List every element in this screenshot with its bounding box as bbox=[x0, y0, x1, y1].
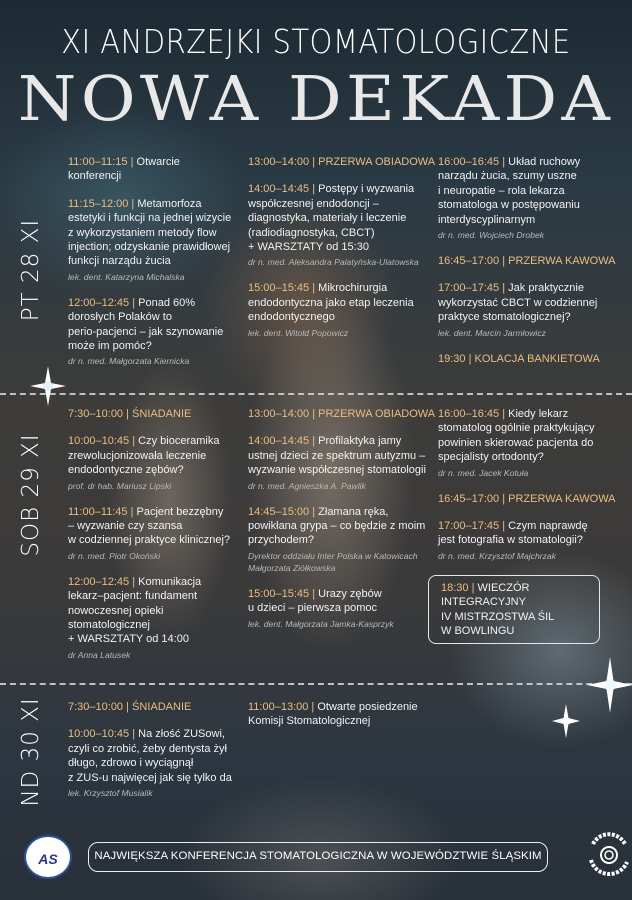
item-time: 11:15–12:00 bbox=[68, 197, 129, 210]
separator: | bbox=[309, 408, 319, 420]
separator: | bbox=[309, 587, 319, 600]
item-time: 11:00–13:00 bbox=[248, 701, 309, 713]
schedule-item bbox=[248, 700, 438, 729]
schedule-item bbox=[68, 575, 258, 661]
schedule-column bbox=[438, 155, 628, 379]
schedule-column bbox=[248, 155, 438, 352]
item-title: Mikrochirurgia endodontyczna jako etap leczenia endodontycznego bbox=[248, 282, 414, 324]
schedule-item bbox=[68, 505, 258, 562]
item-time: 7:30–10:00 bbox=[68, 408, 124, 420]
separator: | bbox=[465, 352, 475, 365]
separator: | bbox=[308, 701, 318, 713]
item-title: Otwarte posiedzenie Komisji Stomatologicznej bbox=[248, 701, 418, 728]
separator: | bbox=[128, 197, 138, 210]
separator: | bbox=[499, 282, 509, 295]
day-label: PT 28 XI bbox=[18, 218, 44, 322]
schedule-column bbox=[68, 155, 258, 380]
item-time: 13:00–14:00 bbox=[248, 408, 310, 420]
separator: | bbox=[499, 492, 509, 505]
schedule-break bbox=[438, 254, 628, 268]
item-time: 16:00–16:45 bbox=[438, 156, 500, 168]
separator: | bbox=[309, 505, 319, 518]
item-title: Postępy i wyzwania współczesnej endodoncji – diagnostyka, materiały i leczenie (radiodiagnostyka, CBCT) + WARSZTATY od 15:30 bbox=[248, 183, 415, 254]
andrzejki-stomatologiczne-logo bbox=[24, 835, 72, 879]
item-title: Jak praktycznie wykorzystać CBCT w codziennej praktyce stomatologicznej? bbox=[438, 282, 598, 324]
item-title: Ponad 60% dorosłych Polaków to perio-pacjenci – jak szynowanie może im pomóc? bbox=[68, 296, 224, 353]
item-title: ŚNIADANIE bbox=[132, 408, 192, 420]
schedule-column bbox=[68, 407, 258, 674]
separator: | bbox=[468, 581, 478, 594]
item-title: Kiedy lekarz stomatolog ogólnie praktykujący powinien skierować pacjenta do specjalisty ortodonty? bbox=[438, 408, 595, 464]
separator: | bbox=[309, 282, 319, 295]
item-speaker: dr n. med. Wojciech Drobek bbox=[438, 230, 545, 241]
item-title: ŚNIADANIE bbox=[132, 701, 192, 713]
schedule-break bbox=[248, 407, 438, 421]
item-title: Czy bioceramika zrewolucjonizowała leczenie endodontyczne zębów? bbox=[68, 435, 220, 477]
event-subtitle: NOWA DEKADA bbox=[17, 62, 615, 135]
item-speaker: dr n. med. Małgorzata Kiernicka bbox=[68, 356, 190, 367]
separator: | bbox=[309, 183, 319, 196]
schedule-column bbox=[68, 700, 258, 812]
separator: | bbox=[129, 728, 139, 741]
item-speaker: dr n. med. Aleksandra Palatyńska-Ulatowska bbox=[248, 257, 419, 268]
item-time: 12:00–12:45 bbox=[68, 296, 130, 309]
item-time: 11:00–11:15 bbox=[68, 156, 128, 168]
item-time: 14:00–14:45 bbox=[248, 183, 310, 196]
event-title: XI ANDRZEJKI STOMATOLOGICZNE bbox=[61, 22, 571, 61]
schedule-column bbox=[438, 407, 628, 657]
schedule-break bbox=[68, 407, 258, 421]
item-speaker: dr n. med. Agnieszka A. Pawlik bbox=[248, 480, 366, 491]
item-time: 12:00–12:45 bbox=[68, 575, 130, 588]
item-title: Komunikacja lekarz–pacjent: fundament nowoczesnej opieki stomatologicznej + WARSZTATY od 14:00 bbox=[68, 575, 202, 646]
item-time: 16:45–17:00 bbox=[438, 255, 500, 268]
schedule-item bbox=[248, 182, 438, 268]
schedule-item bbox=[68, 727, 258, 799]
day-label: ND 30 XI bbox=[18, 697, 44, 807]
item-time: 10:00–10:45 bbox=[68, 728, 130, 741]
item-speaker: Dyrektor oddziału Inter Polska w Katowicach Małgorzata Ziółkowska bbox=[248, 550, 418, 573]
separator: | bbox=[127, 156, 137, 168]
item-speaker: lek. dent. Marcin Jarmłowicz bbox=[438, 327, 546, 338]
item-speaker: lek. dent. Małgorzata Jamka-Kasprzyk bbox=[248, 618, 394, 629]
item-title: Na złość ZUSowi, czyli co zrobić, żeby dentysta żył długo, zdrowo i wyciągnął z ZUS-u najwięcej jak się tylko da bbox=[68, 728, 232, 784]
item-time: 16:00–16:45 bbox=[438, 408, 500, 420]
item-time: 18:30 bbox=[441, 581, 469, 594]
schedule-item bbox=[68, 434, 258, 491]
item-speaker: dr n. med. Piotr Okoński bbox=[68, 550, 161, 561]
item-title: Urazy zębów u dzieci – pierwsza pomoc bbox=[248, 587, 382, 615]
item-speaker: lek. dent. Katarzyna Michalska bbox=[68, 271, 185, 282]
schedule-item bbox=[428, 575, 600, 645]
day-divider bbox=[0, 683, 632, 685]
separator: | bbox=[499, 156, 509, 168]
schedule-item bbox=[438, 519, 628, 562]
item-title: PRZERWA OBIADOWA bbox=[318, 408, 436, 420]
schedule-item bbox=[68, 197, 258, 283]
sparkle-icon bbox=[585, 655, 632, 715]
item-title: WIECZÓR INTEGRACYJNY IV MISTRZOSTWA ŚIL W BOWLINGU bbox=[441, 581, 555, 638]
separator: | bbox=[499, 255, 509, 268]
schedule-break bbox=[248, 155, 438, 169]
separator: | bbox=[127, 505, 137, 518]
schedule-item bbox=[248, 281, 438, 338]
separator: | bbox=[123, 408, 133, 420]
separator: | bbox=[129, 575, 139, 588]
item-title: Czym naprawdę jest fotografia w stomatologii? bbox=[438, 520, 588, 547]
item-title: Pacjent bezzębny – wyzwanie czy szansa w codziennej praktyce klinicznej? bbox=[68, 505, 231, 547]
logo-as-text: AS bbox=[38, 851, 58, 867]
item-title: Złamana ręka, powikłana grypa – co będzie z moim przychodem? bbox=[248, 505, 426, 547]
item-time: 15:00–15:45 bbox=[248, 282, 310, 295]
separator: | bbox=[309, 435, 319, 448]
schedule-item bbox=[438, 407, 628, 479]
item-title: PRZERWA KAWOWA bbox=[508, 255, 616, 268]
item-title: KOLACJA BANKIETOWA bbox=[474, 352, 600, 365]
schedule-break bbox=[438, 352, 628, 366]
item-time: 16:45–17:00 bbox=[438, 492, 500, 505]
item-title: PRZERWA KAWOWA bbox=[508, 492, 616, 505]
schedule-item bbox=[438, 281, 628, 338]
day-label: SOB 29 XI bbox=[18, 433, 44, 557]
item-speaker: dr Anna Latusek bbox=[68, 649, 131, 660]
separator: | bbox=[129, 296, 139, 309]
separator: | bbox=[129, 435, 139, 448]
item-speaker: dr n. med. Jacek Kotuła bbox=[438, 467, 529, 478]
item-time: 13:00–14:00 bbox=[248, 156, 310, 168]
schedule-item bbox=[248, 505, 438, 574]
schedule-item bbox=[438, 155, 628, 241]
schedule-item bbox=[248, 434, 438, 491]
item-time: 17:00–17:45 bbox=[438, 282, 500, 295]
footer-tagline: NAJWIĘKSZA KONFERENCJA STOMATOLOGICZNA W WOJEWÓDZTWIE ŚLĄSKIM bbox=[88, 842, 548, 872]
separator: | bbox=[123, 701, 133, 713]
separator: | bbox=[309, 156, 319, 168]
item-title: PRZERWA OBIADOWA bbox=[318, 156, 436, 168]
item-speaker: lek. dent. Witold Popowicz bbox=[248, 327, 349, 338]
schedule-column bbox=[248, 407, 438, 643]
item-time: 19:30 bbox=[438, 352, 466, 365]
separator: | bbox=[499, 520, 509, 533]
schedule-item bbox=[248, 587, 438, 630]
item-time: 7:30–10:00 bbox=[68, 701, 124, 713]
schedule-column bbox=[248, 700, 438, 742]
item-title: Otwarcie konferencji bbox=[68, 156, 180, 183]
item-time: 14:00–14:45 bbox=[248, 435, 310, 448]
schedule-break bbox=[438, 492, 628, 506]
item-time: 10:00–10:45 bbox=[68, 435, 130, 448]
separator: | bbox=[499, 408, 509, 420]
item-title: Układ ruchowy narządu żucia, szumy uszne i neuropatie – rola lekarza stomatologa w postępowaniu interdyscyplinarnym bbox=[438, 156, 581, 226]
day-divider bbox=[0, 393, 632, 395]
item-time: 11:00–11:45 bbox=[68, 505, 128, 518]
item-time: 17:00–17:45 bbox=[438, 520, 500, 533]
item-speaker: prof. dr hab. Mariusz Lipski bbox=[68, 480, 172, 491]
item-time: 15:00–15:45 bbox=[248, 587, 310, 600]
item-title: Profilaktyka jamy ustnej dzieci ze spektrum autyzmu – wyzwanie współczesnej stomatologii bbox=[248, 435, 426, 477]
item-title: Metamorfoza estetyki i funkcji na jednej wizycie z wykorzystaniem metody flow injection; odzyskanie prawidłowej funkcji narządu żucia bbox=[68, 197, 232, 268]
schedule-item bbox=[68, 155, 258, 184]
item-time: 14:45–15:00 bbox=[248, 505, 310, 518]
item-speaker: lek. Krzysztof Musialik bbox=[68, 788, 153, 799]
schedule-break bbox=[68, 700, 258, 714]
sparkle-icon bbox=[28, 364, 68, 408]
slaska-izba-lekarska-logo bbox=[585, 830, 632, 880]
item-speaker: dr n. med. Krzysztof Majchrzak bbox=[438, 550, 556, 561]
schedule-item bbox=[68, 296, 258, 368]
sparkle-icon bbox=[550, 703, 582, 739]
